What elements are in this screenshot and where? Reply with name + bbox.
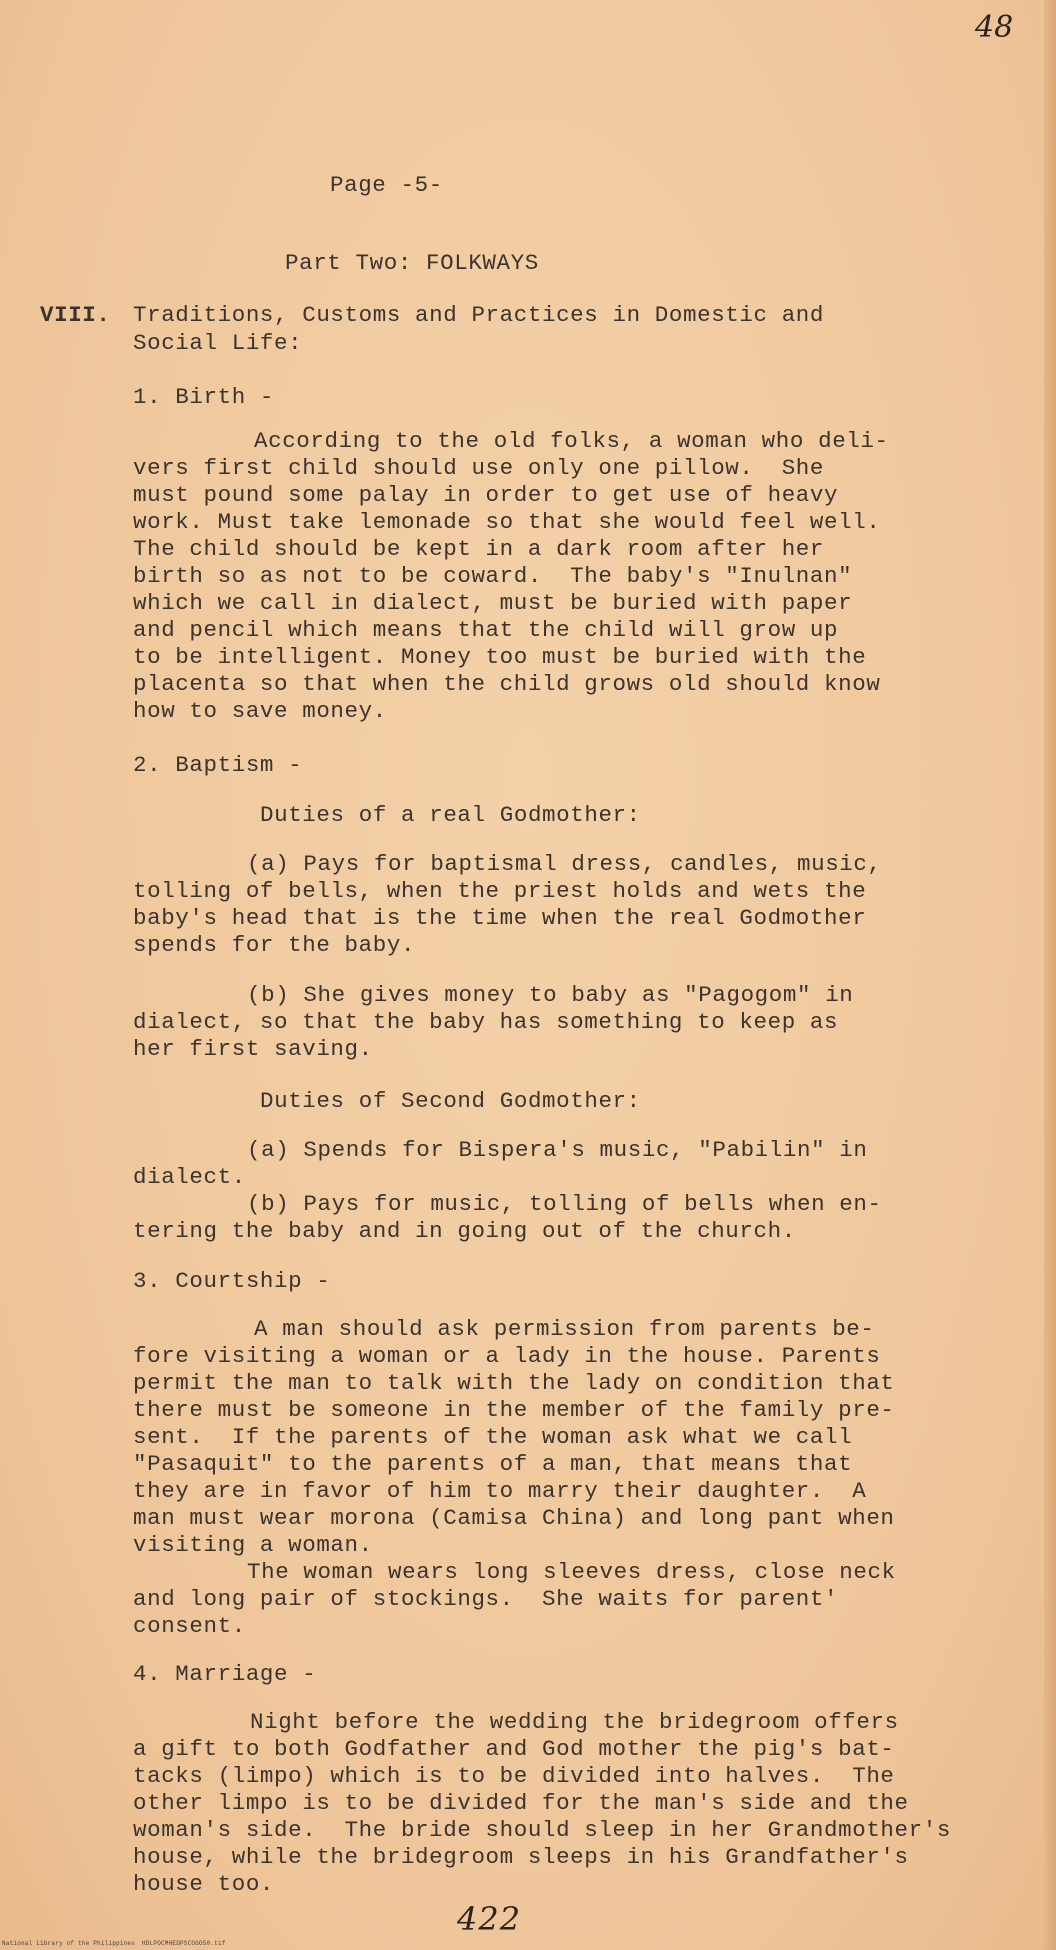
marriage-heading: 4. Marriage - [133,1661,317,1687]
paragraph-line: house too. [133,1871,275,1897]
paragraph-line: fore visiting a woman or a lady in the house. Parents [133,1343,881,1369]
paragraph-line: spends for the baby. [133,932,416,958]
paragraph-line: to be intelligent. Money too must be buried with the [133,644,867,670]
paragraph-line: sent. If the parents of the woman ask what we call [133,1424,853,1450]
second-godmother-subheading: Duties of Second Godmother: [260,1088,641,1114]
paragraph-line: (b) She gives money to baby as "Pagogom" in [247,982,854,1008]
paragraph-line: dialect. [133,1164,246,1190]
paragraph-line: (a) Spends for Bispera's music, "Pabilin" in [247,1137,868,1163]
paragraph-line: other limpo is to be divided for the man's side and the [133,1790,909,1816]
paragraph-line: placenta so that when the child grows old should know [133,671,881,697]
baptism-heading: 2. Baptism - [133,752,303,778]
birth-heading: 1. Birth - [133,384,275,410]
paragraph-line: a gift to both Godfather and God mother the pig's bat- [133,1736,895,1762]
paragraph-line: Night before the wedding the bridegroom offers [250,1709,899,1735]
folio-number: 48 [975,10,1014,45]
paragraph-line: her first saving. [133,1036,373,1062]
paragraph-line: dialect, so that the baby has something to keep as [133,1009,839,1035]
paragraph-line: "Pasaquit" to the parents of a man, that means that [133,1451,853,1477]
page-edge [1044,0,1056,1950]
section-title-line1: Traditions, Customs and Practices in Domestic and [133,302,825,328]
courtship-heading: 3. Courtship - [133,1268,331,1294]
paragraph-line: man must wear morona (Camisa China) and long pant when [133,1505,895,1531]
paragraph-line: (b) Pays for music, tolling of bells when en- [247,1191,882,1217]
paragraph-line: visiting a woman. [133,1532,373,1558]
paragraph-line: which we call in dialect, must be buried with paper [133,590,853,616]
paragraph-line: (a) Pays for baptismal dress, candles, music, [247,851,882,877]
footer-library: National Library of the Philippines [2,1940,136,1947]
real-godmother-subheading: Duties of a real Godmother: [260,802,641,828]
paragraph-line: vers first child should use only one pillow. She [133,455,825,481]
paragraph-line: birth so as not to be coward. The baby's "Inulnan" [133,563,853,589]
paragraph-line: The child should be kept in a dark room after her [133,536,825,562]
section-title-line2: Social Life: [133,330,303,356]
paragraph-line: must pound some palay in order to get use of heavy [133,482,839,508]
paragraph-line: how to save money. [133,698,387,724]
part-title: Part Two: FOLKWAYS [285,250,539,276]
paragraph-line: there must be someone in the member of the family pre- [133,1397,895,1423]
footer-file-code: HDLPOCMHEDPSCOGO50.tif [142,1940,226,1947]
paragraph-line: tacks (limpo) which is to be divided into halves. The [133,1763,895,1789]
paragraph-line: tering the baby and in going out of the church. [133,1218,796,1244]
paragraph-line: baby's head that is the time when the real Godmother [133,905,867,931]
page-label: Page -5- [330,172,443,198]
paragraph-line: work. Must take lemonade so that she would feel well. [133,509,881,535]
paragraph-line: and pencil which means that the child will grow up [133,617,839,643]
paragraph-line: According to the old folks, a woman who deli- [254,428,889,454]
paragraph-line: tolling of bells, when the priest holds and wets the [133,878,867,904]
paragraph-line: A man should ask permission from parents be- [254,1316,875,1342]
paragraph-line: they are in favor of him to marry their daughter. A [133,1478,867,1504]
paragraph-line: woman's side. The bride should sleep in her Grandmother's [133,1817,951,1843]
handwritten-page-number: 422 [457,1900,522,1938]
paragraph-line: permit the man to talk with the lady on condition that [133,1370,895,1396]
section-numeral: VIII. [40,302,111,328]
paragraph-line: and long pair of stockings. She waits for parent' [133,1586,839,1612]
paragraph-line: The woman wears long sleeves dress, close neck [247,1559,896,1585]
paragraph-line: consent. [133,1613,246,1639]
paragraph-line: house, while the bridegroom sleeps in his Grandfather's [133,1844,909,1870]
